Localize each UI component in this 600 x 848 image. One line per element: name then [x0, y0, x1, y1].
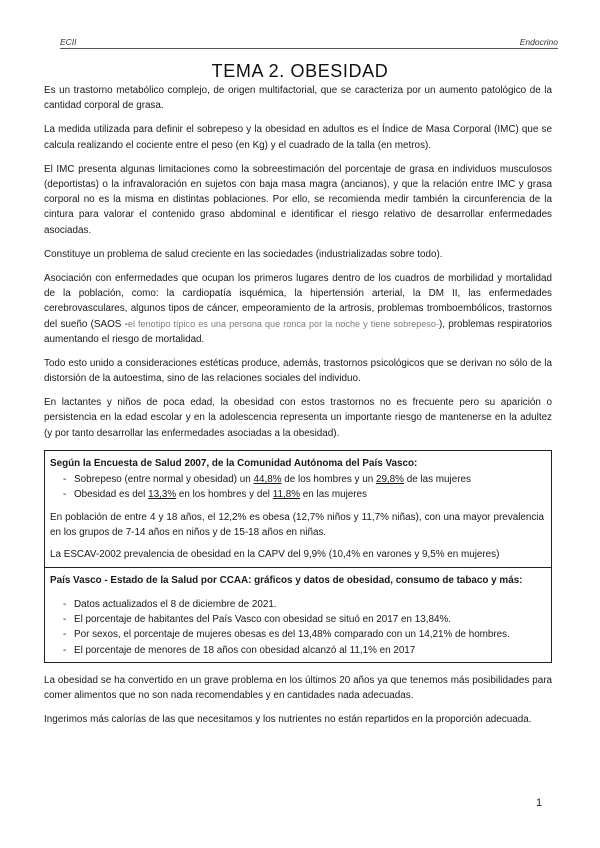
list-item: - El porcentaje de menores de 18 años con obesidad alcanzó al 11,1% en 2017 — [50, 643, 544, 658]
paragraph-psychological: Todo esto unido a consideraciones estéticas produce, además, trastornos psicológicos que se derivan no sólo de la distorsión de la autoestima, sino de las relaciones sociales del individuo. — [44, 357, 552, 385]
paragraph-imc-limitations: El IMC presenta algunas limitaciones como la sobreestimación del porcentaje de grasa en individuos musculosos (deportistas) o la infravaloración en sujetos con baja masa magra (ancianos), y que la relación entre IMC y grasa corporal no es la misma en distintas poblaciones. Por ello, se recomienda medir también la circunferencia de la cintura para valorar el contenido graso abdominal e identificar el riesgo relativo de desarrollar enfermedades asociadas. — [44, 163, 552, 236]
document-body — [44, 83, 552, 736]
paragraph-imc: La medida utilizada para definir el sobrepeso y la obesidad en adultos es el Índice de Masa Corporal (IMC) que se calcula realizando el cociente entre el peso (en Kg) y el cuadrado de la talla (en metros). — [44, 124, 552, 151]
list-item: - Datos actualizados el 8 de diciembre de 2021. — [50, 597, 544, 612]
regional-stats-box — [44, 568, 552, 663]
survey-children-paragraph: En población de entre 4 y 18 años, el 12,2% es obesa (12,7% niños y 11,7% niñas), con una mayor prevalencia en los grupos de 7-14 años en niños y de 15-18 años en niñas. — [50, 511, 544, 538]
list-item: - Obesidad es del 13,3% en los hombres y del 11,8% en las mujeres — [50, 487, 544, 502]
header-subject: Endocrino — [519, 37, 558, 47]
list-item: - El porcentaje de habitantes del País Vasco con obesidad se situó en 2017 en 13,84%. — [50, 612, 544, 627]
paragraph-trend: La obesidad se ha convertido en un grave problema en los últimos 20 años ya que tenemos más posibilidades para comer alimentos que no son nada recomendables y en cantidades nada adecuadas. — [44, 675, 552, 702]
paragraph-children: En lactantes y niños de poca edad, la obesidad con estos trastornos no es frecuente pero su aparición o persistencia en la edad escolar y en la adolescencia representa un importante riesgo de mantenerse en la adultez (y por tanto desarrollar las enfermedades asociadas a la obesidad). — [44, 397, 552, 439]
statistics-boxes — [44, 450, 552, 663]
header-course: ECII — [60, 37, 77, 47]
list-item: - Por sexos, el porcentaje de mujeres obesas es del 13,48% comparado con un 14,21% de hombres. — [50, 627, 544, 642]
paragraph-definition: Es un trastorno metabólico complejo, de origen multifactorial, que se caracteriza por un aumento patológico de la cantidad corporal de grasa. — [44, 85, 552, 112]
regional-stats-title: País Vasco - Estado de la Salud por CCAA: gráficos y datos de obesidad, consumo de tabaco y más: — [50, 574, 523, 586]
paragraph-calories: Ingerimos más calorías de las que necesitamos y los nutrientes no están repartidos en la proporción adecuada. — [44, 714, 532, 726]
diseases-text-a: Asociación con enfermedades que ocupan los primeros lugares dentro de los cuadros de morbilidad y mortalidad de la población, como: la cardiopatía isquémica, la hipertensión arterial, la DM II, las enfermedades cerebrovasculares, algunos tipos de cáncer, empeoramiento de la artrosis, problemas tromboembólicos, trastornos del sueño (SAOS - — [44, 272, 552, 330]
survey-list — [50, 472, 544, 503]
diseases-text-b: ), problemas respiratorios aumentando el riesgo de mortalidad. — [44, 318, 552, 345]
header-divider — [60, 48, 558, 49]
saos-note: el fenotipo típico es una persona que ronca por la noche y tiene sobrepeso- — [127, 318, 439, 329]
regional-stats-list — [50, 597, 544, 658]
list-item: - Sobrepeso (entre normal y obesidad) un 44,8% de los hombres y un 29,8% de las mujeres — [50, 472, 544, 487]
page-number: 1 — [536, 797, 543, 809]
survey-escav-paragraph: La ESCAV-2002 prevalencia de obesidad en la CAPV del 9,9% (10,4% en varones y 9,5% en mujeres) — [50, 549, 500, 561]
survey-box-title: Según la Encuesta de Salud 2007, de la Comunidad Autónoma del País Vasco: — [50, 457, 418, 469]
paragraph-health-problem: Constituye un problema de salud creciente en las sociedades (industrializadas sobre todo). — [44, 248, 443, 260]
page-title: TEMA 2. OBESIDAD — [211, 61, 389, 81]
survey-box — [44, 450, 552, 568]
paragraph-associated-diseases — [44, 271, 552, 347]
